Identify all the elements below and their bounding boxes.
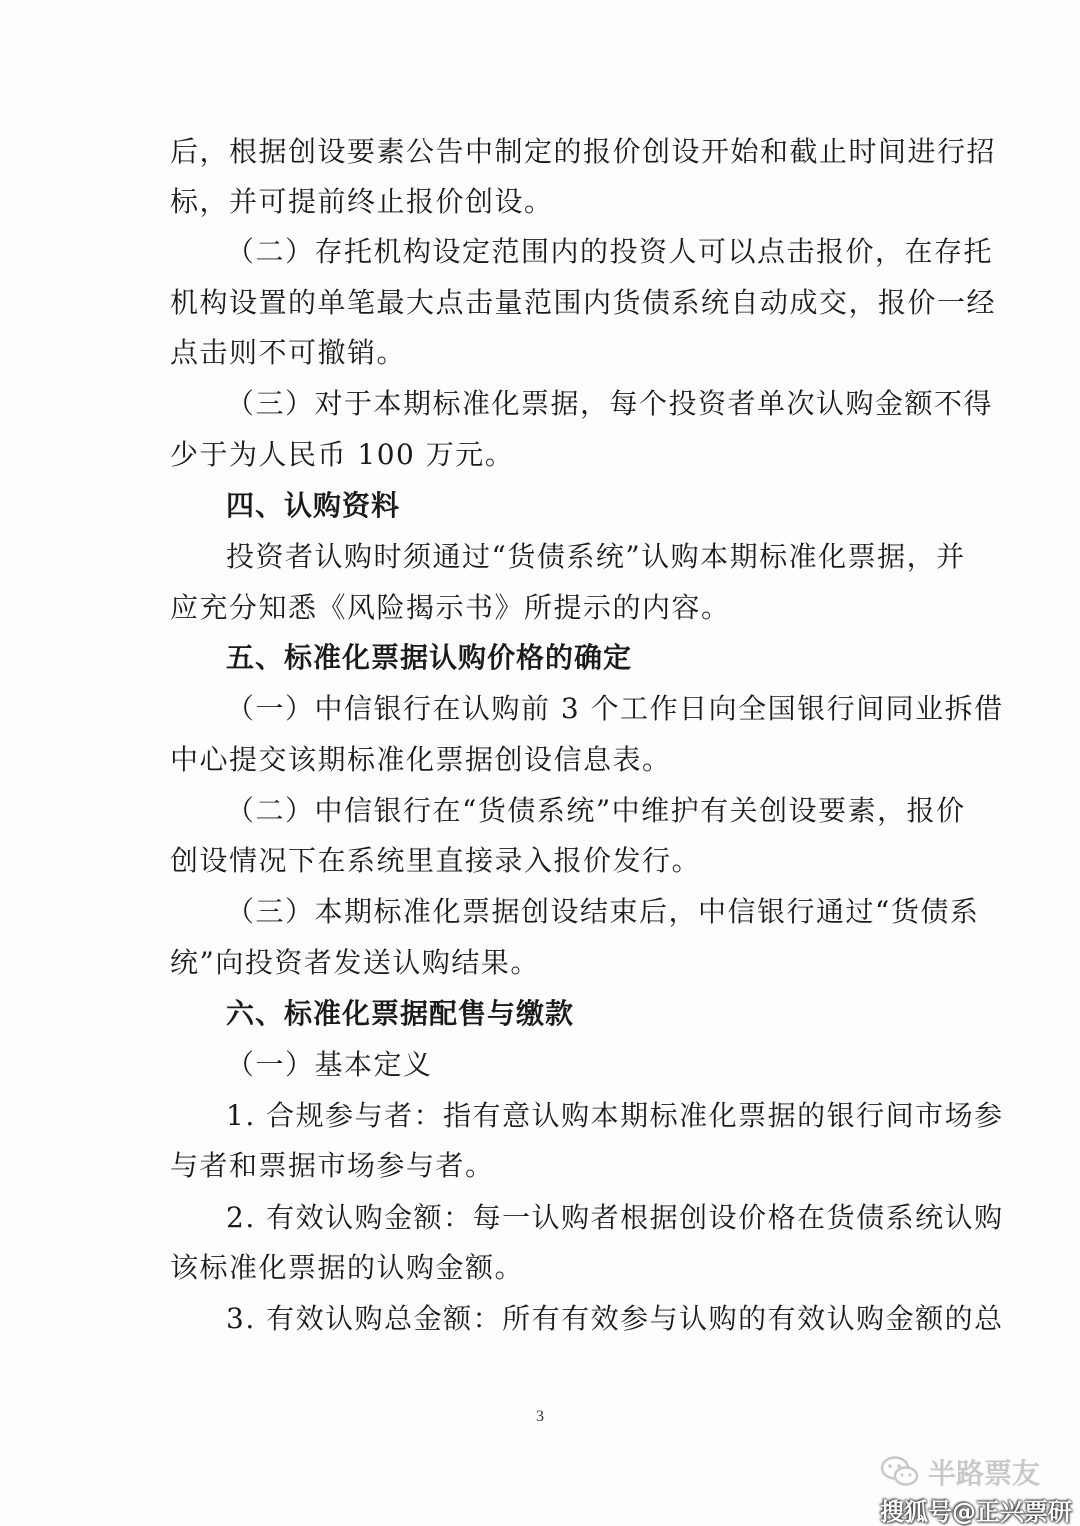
wechat-account-name: 半路票友 (928, 1457, 1041, 1490)
section-heading-4: 四、认购资料 (226, 489, 401, 522)
text-line: 创设情况下在系统里直接录入报价发行。 (170, 844, 702, 877)
text-line: 统”向投资者发送认购结果。 (170, 946, 540, 979)
sohu-watermark: 搜狐号@正兴票研 (880, 1498, 1072, 1526)
text-line: 标，并可提前终止报价创设。 (170, 185, 554, 218)
text-line: 1. 合规参与者：指有意认购本期标准化票据的银行间市场参 (226, 1099, 1004, 1132)
wechat-icon (880, 1455, 920, 1489)
text-line: 3. 有效认购总金额：所有有效参与认购的有效认购金额的总 (226, 1302, 1004, 1335)
subheading: （一）基本定义 (226, 1048, 433, 1081)
wechat-watermark (880, 1452, 1040, 1492)
text-line: （一）中信银行在认购前 3 个工作日向全国银行间同业拆借 (226, 692, 1004, 725)
text-line: 与者和票据市场参与者。 (170, 1149, 495, 1182)
section-heading-6: 六、标准化票据配售与缴款 (226, 997, 575, 1030)
text-line: 应充分知悉《风险揭示书》所提示的内容。 (170, 591, 731, 624)
paragraph-3-line: （三）对于本期标准化票据，每个投资者单次认购金额不得 (226, 387, 994, 420)
text-line: 少于为人民币 100 万元。 (170, 438, 515, 471)
text-line: 中心提交该期标准化票据创设信息表。 (170, 743, 672, 776)
text-line: （三）本期标准化票据创设结束后，中信银行通过“货债系 (226, 895, 980, 928)
text-line: 2. 有效认购金额：每一认购者根据创设价格在货债系统认购 (226, 1201, 1004, 1234)
text-line: 后，根据创设要素公告中制定的报价创设开始和截止时间进行招 (170, 135, 997, 168)
text-line: 点击则不可撤销。 (170, 336, 407, 369)
page-number: 3 (536, 1408, 544, 1425)
paragraph-2-line: （二）存托机构设定范围内的投资人可以点击报价，在存托 (226, 235, 994, 268)
text-line: 该标准化票据的认购金额。 (170, 1251, 525, 1284)
text-line: （二）中信银行在“货债系统”中维护有关创设要素，报价 (226, 794, 966, 827)
text-line: 投资者认购时须通过“货债系统”认购本期标准化票据，并 (226, 540, 966, 573)
section-heading-5: 五、标准化票据认购价格的确定 (226, 641, 633, 674)
text-line: 机构设置的单笔最大点击量范围内货债系统自动成交，报价一经 (170, 286, 997, 319)
